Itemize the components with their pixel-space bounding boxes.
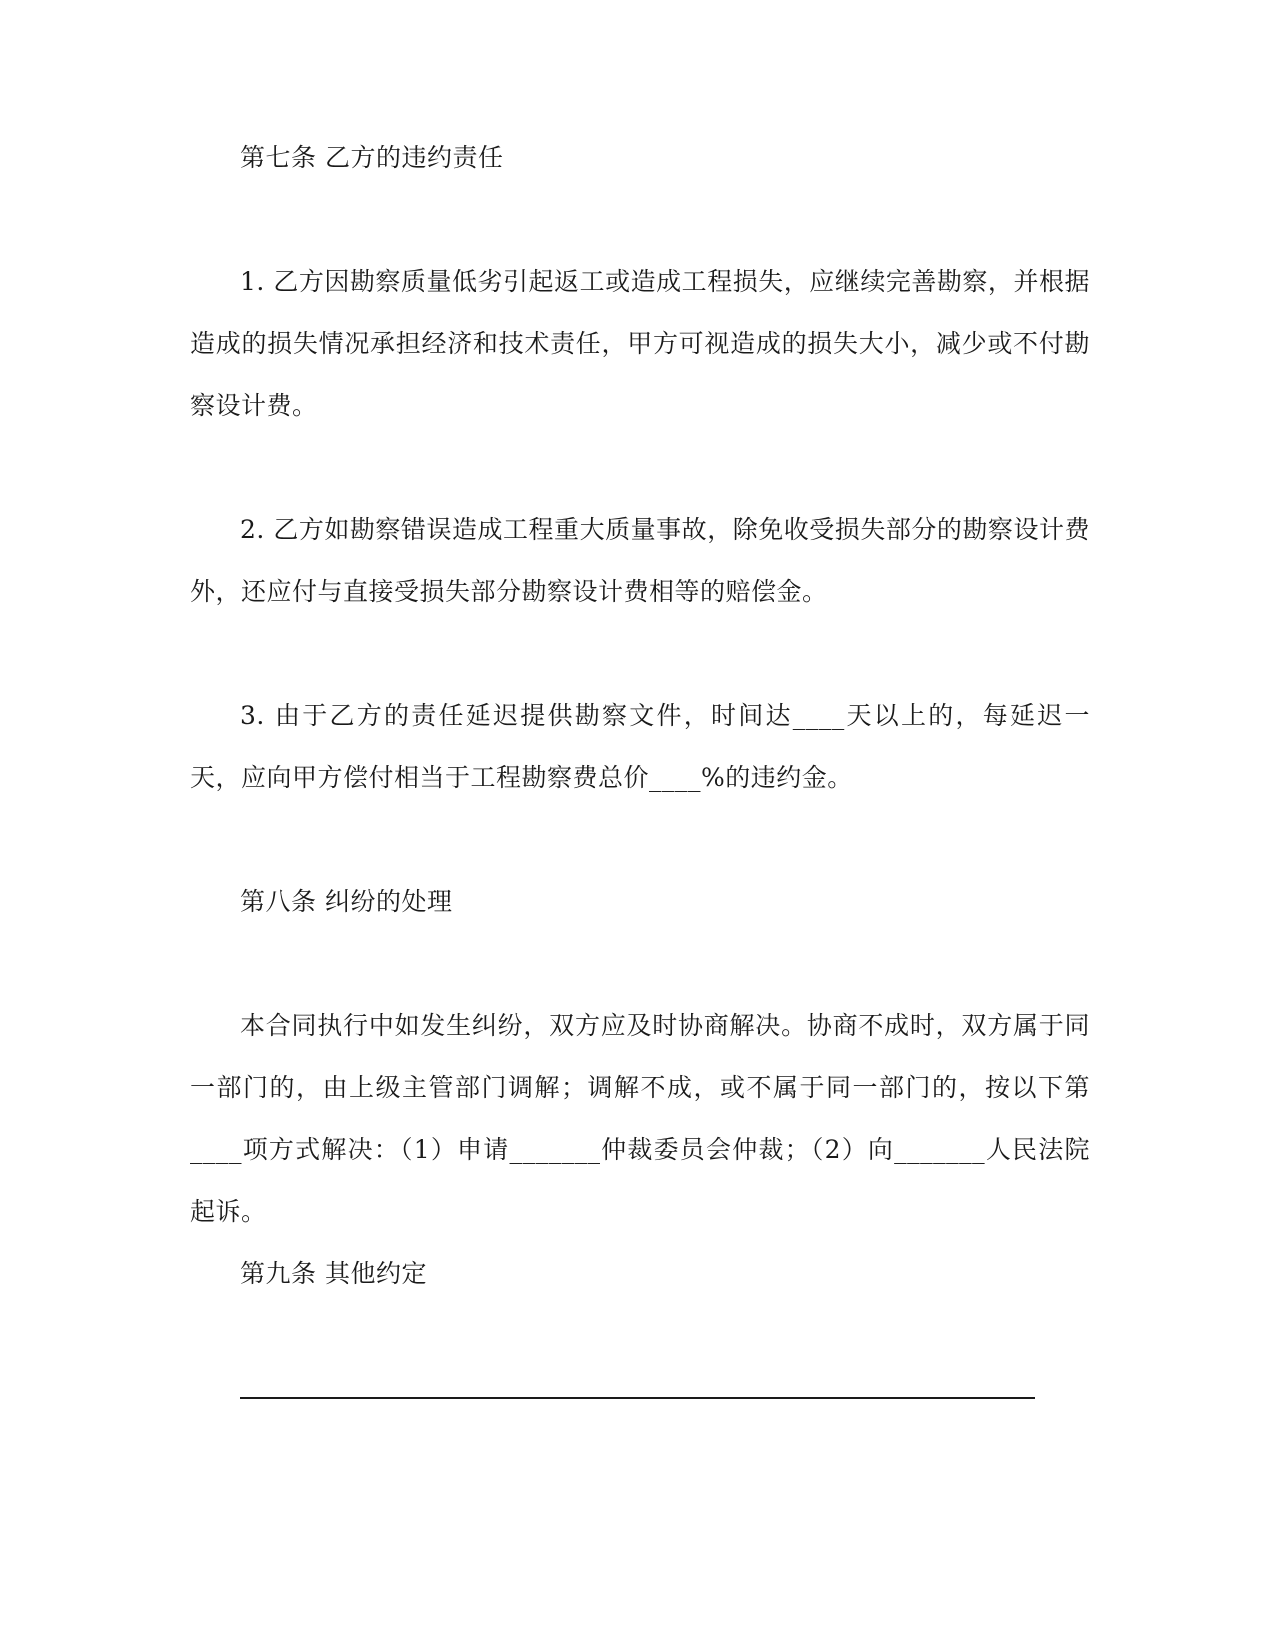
blank-fill-line xyxy=(240,1397,1035,1399)
article-9-heading: 第九条 其他约定 xyxy=(240,1259,427,1288)
article-7-item-1: 1. 乙方因勘察质量低劣引起返工或造成工程损失，应继续完善勘察，并根据造成的损失情况承担经济和技术责任，甲方可视造成的损失大小，减少或不付勘察设计费。 xyxy=(190,267,1090,420)
article-7-item-2: 2. 乙方如勘察错误造成工程重大质量事故，除免收受损失部分的勘察设计费外，还应付与直接受损失部分勘察设计费相等的赔偿金。 xyxy=(190,515,1090,606)
article-8-body: 本合同执行中如发生纠纷，双方应及时协商解决。协商不成时，双方属于同一部门的，由上级主管部门调解；调解不成，或不属于同一部门的，按以下第____项方式解决：（1）申请_______仲裁委员会仲裁；（2）向_______人民法院起诉。 xyxy=(190,1011,1090,1226)
article-8-heading: 第八条 纠纷的处理 xyxy=(240,887,453,916)
article-7-heading: 第七条 乙方的违约责任 xyxy=(240,143,504,172)
article-7-item-3: 3. 由于乙方的责任延迟提供勘察文件，时间达____天以上的，每延迟一天，应向甲方偿付相当于工程勘察费总价____%的违约金。 xyxy=(190,701,1090,792)
